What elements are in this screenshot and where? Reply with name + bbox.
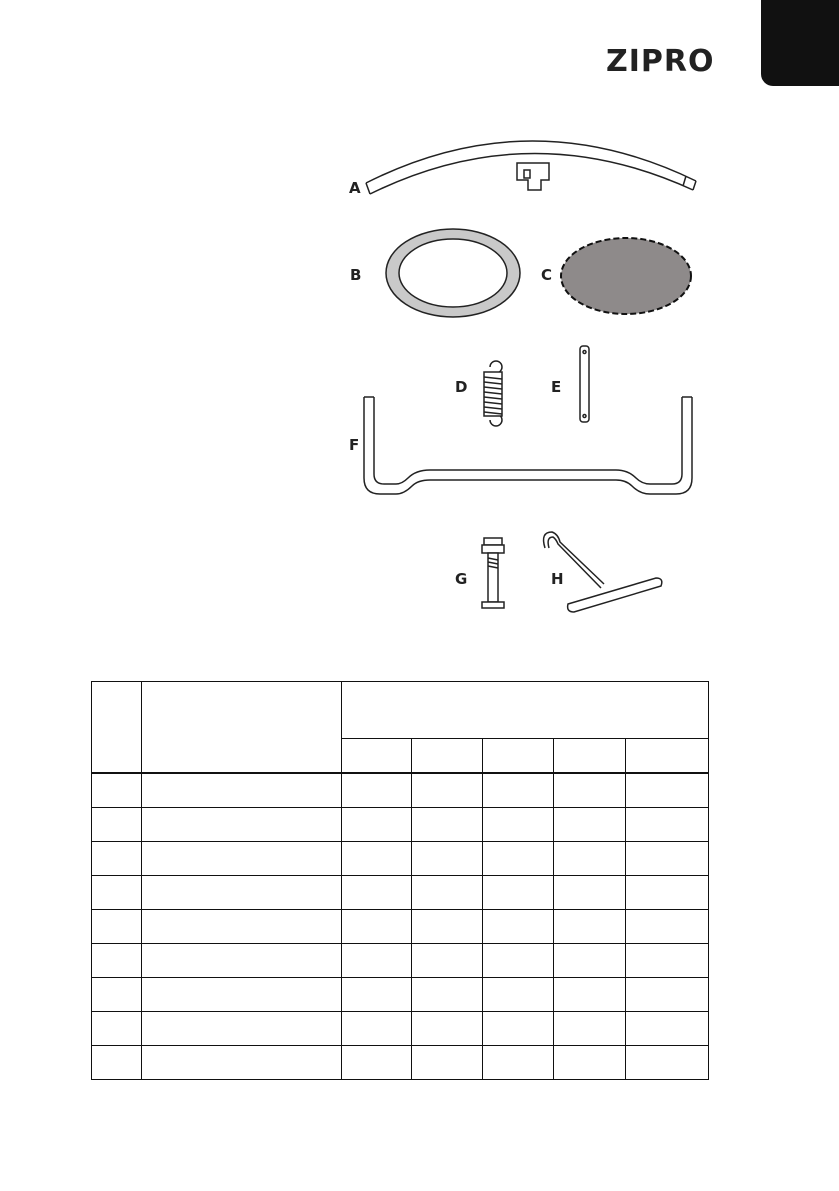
table-header-row xyxy=(92,682,709,739)
part-f-leg xyxy=(364,397,692,494)
subheader-cell xyxy=(554,739,626,773)
table-row xyxy=(92,774,709,808)
part-g-bolt xyxy=(482,538,504,608)
part-a-connector xyxy=(517,163,549,190)
part-label-c: C xyxy=(541,266,553,284)
part-label-h: H xyxy=(551,570,564,588)
zipro-logo: ZIPRO xyxy=(606,44,715,79)
table-row xyxy=(92,978,709,1012)
table-row xyxy=(92,1012,709,1046)
subheader-cell xyxy=(483,739,554,773)
part-label-b: B xyxy=(350,266,362,284)
header-cell-no xyxy=(92,682,142,773)
table-row xyxy=(92,910,709,944)
header-cell-part xyxy=(141,682,341,773)
table-row xyxy=(92,876,709,910)
parts-table xyxy=(91,681,709,1080)
part-label-d: D xyxy=(455,378,468,396)
table-row xyxy=(92,842,709,876)
part-label-g: G xyxy=(455,570,468,588)
part-d-spring xyxy=(484,361,502,426)
subheader-cell xyxy=(341,739,412,773)
table-row xyxy=(92,944,709,978)
subheader-cell xyxy=(412,739,483,773)
part-b-frame-pad xyxy=(386,229,520,317)
table-row xyxy=(92,1046,709,1080)
subheader-cell xyxy=(626,739,709,773)
header-cell-sizes-group xyxy=(341,682,708,739)
part-label-f: F xyxy=(349,436,360,454)
table-row xyxy=(92,808,709,842)
part-e-bar xyxy=(580,346,589,422)
part-label-a: A xyxy=(349,179,361,197)
part-label-e: E xyxy=(551,378,562,396)
part-c-jumping-mat xyxy=(561,238,691,314)
